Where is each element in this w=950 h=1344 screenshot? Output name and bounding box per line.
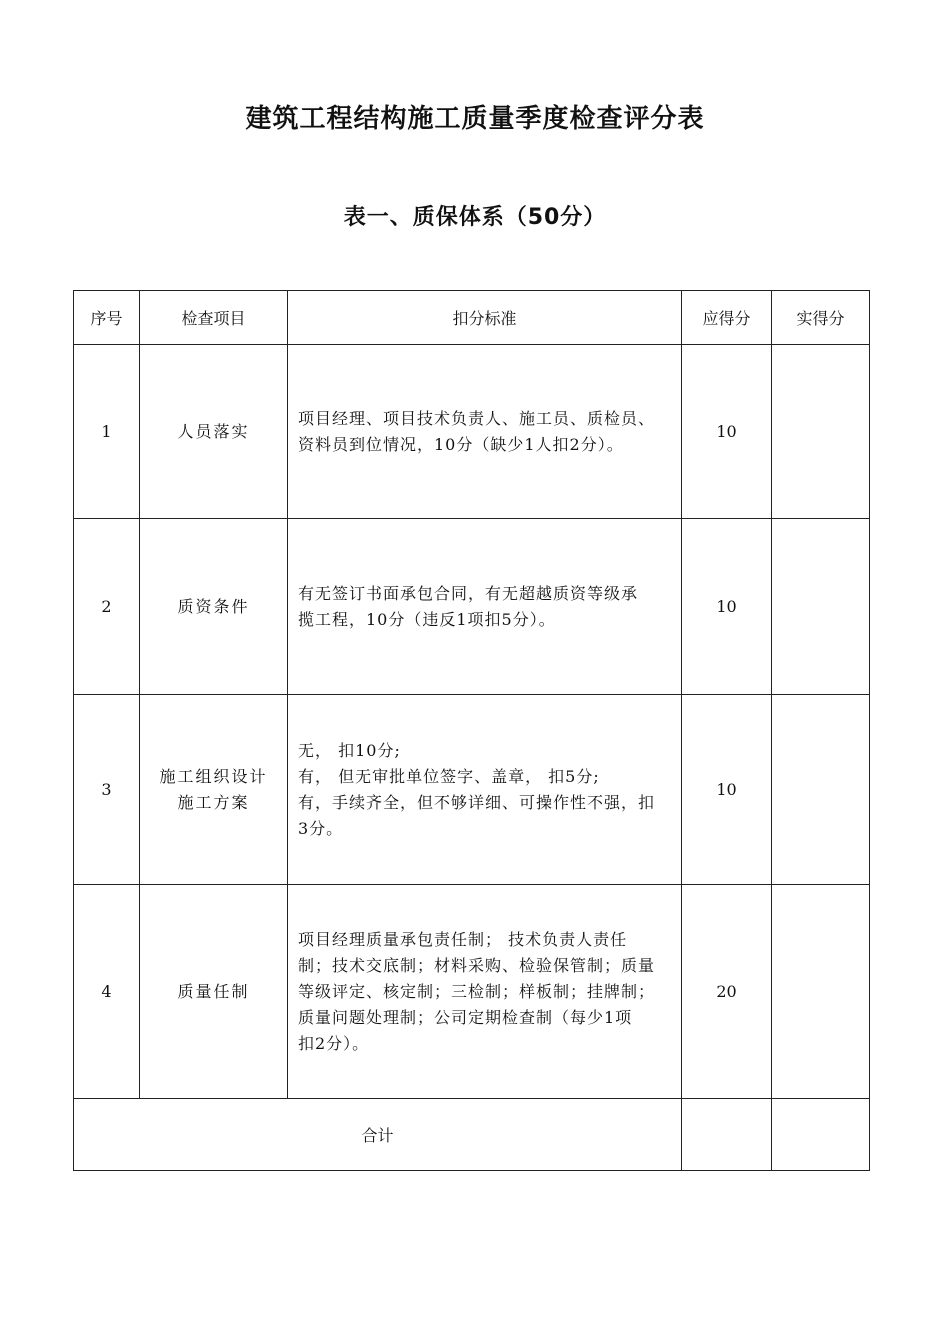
- row-item: [140, 695, 288, 885]
- table-header-row: [74, 291, 870, 345]
- criteria-line: 等级评定、核定制；三检制；样板制；挂牌制；: [298, 981, 656, 1001]
- header-item: 检查项目: [140, 291, 288, 345]
- row-item-line: 质量任制: [177, 981, 250, 1001]
- row-no: 2: [74, 519, 140, 695]
- table-row: [74, 885, 870, 1099]
- row-due-score: 20: [682, 885, 772, 1099]
- criteria-line: 无， 扣10分;: [298, 740, 401, 760]
- criteria-line: 扣2分）。: [298, 1033, 370, 1053]
- table-subtitle: 表一、质保体系（50分）: [343, 205, 607, 230]
- row-criteria: [288, 695, 682, 885]
- row-criteria: [288, 519, 682, 695]
- row-no: 1: [74, 345, 140, 519]
- table-row: [74, 345, 870, 519]
- criteria-line: 3分。: [298, 818, 344, 838]
- row-item: [140, 519, 288, 695]
- row-item-line: 质资条件: [177, 596, 250, 616]
- row-no: 4: [74, 885, 140, 1099]
- row-item-line: 施工组织设计: [159, 766, 268, 786]
- criteria-line: 资料员到位情况，10分（缺少1人扣2分）。: [298, 434, 624, 454]
- row-actual-score[interactable]: [772, 885, 870, 1099]
- criteria-line: 项目经理质量承包责任制； 技术负责人责任: [298, 929, 628, 949]
- row-due-score: 10: [682, 345, 772, 519]
- header-actual-score: 实得分: [772, 291, 870, 345]
- row-actual-score[interactable]: [772, 519, 870, 695]
- criteria-line: 揽工程，10分（违反1项扣5分）。: [298, 609, 556, 629]
- header-criteria: 扣分标准: [288, 291, 682, 345]
- row-no: 3: [74, 695, 140, 885]
- criteria-line: 有无签订书面承包合同，有无超越质资等级承: [298, 583, 639, 603]
- criteria-line: 制；技术交底制；材料采购、检验保管制；质量: [298, 955, 656, 975]
- row-criteria: [288, 345, 682, 519]
- table-row: [74, 695, 870, 885]
- total-label: 合计: [74, 1099, 682, 1171]
- total-due-score: [682, 1099, 772, 1171]
- row-item: [140, 345, 288, 519]
- row-item-line: 人员落实: [177, 421, 250, 441]
- criteria-line: 有， 但无审批单位签字、盖章， 扣5分;: [298, 766, 600, 786]
- row-due-score: 10: [682, 519, 772, 695]
- header-no: 序号: [74, 291, 140, 345]
- total-actual-score[interactable]: [772, 1099, 870, 1171]
- row-actual-score[interactable]: [772, 345, 870, 519]
- criteria-line: 有，手续齐全，但不够详细、可操作性不强，扣: [298, 792, 656, 812]
- row-item: [140, 885, 288, 1099]
- document-title: 建筑工程结构施工质量季度检查评分表: [245, 104, 705, 134]
- criteria-line: 质量问题处理制；公司定期检查制（每少1项: [298, 1007, 633, 1027]
- row-item-line: 施工方案: [177, 792, 250, 812]
- row-criteria: [288, 885, 682, 1099]
- row-due-score: 10: [682, 695, 772, 885]
- header-due-score: 应得分: [682, 291, 772, 345]
- total-row: [74, 1099, 870, 1171]
- row-actual-score[interactable]: [772, 695, 870, 885]
- score-table: [73, 290, 870, 1171]
- criteria-line: 项目经理、项目技术负责人、施工员、质检员、: [298, 408, 656, 428]
- table-row: [74, 519, 870, 695]
